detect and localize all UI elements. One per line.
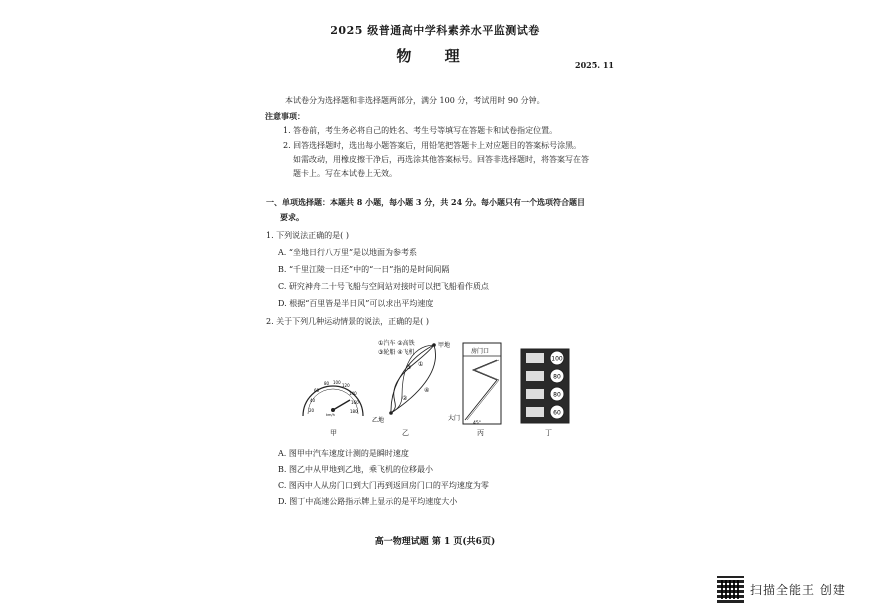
notes-heading: 注意事项： — [265, 111, 305, 121]
question-1-option-a: A. “坐地日行八万里”是以地面为参考系 — [278, 248, 418, 257]
exam-title: 2025 级普通高中学科素养水平监测试卷 — [330, 24, 540, 37]
figure-label-ding: 丁 — [545, 429, 552, 437]
highway-sign-figure — [520, 348, 570, 424]
notes-item: 题卡上。写在本试卷上无效。 — [293, 169, 397, 178]
exam-date: 2025. 11 — [575, 60, 614, 70]
speed-limit: 80 — [553, 391, 561, 399]
scanner-watermark — [717, 576, 846, 603]
intro-text: 本试卷分为选择题和非选择题两部分，满分 100 分，考试用时 90 分钟。 — [285, 96, 545, 105]
gauge-tick: 180 — [350, 409, 358, 414]
gauge-tick: 120 — [342, 383, 350, 388]
speed-unit: km/h — [326, 413, 335, 417]
figure-label-jia: 甲 — [330, 429, 337, 437]
subject-title: 物 理 — [396, 47, 474, 65]
svg-text:④: ④ — [424, 387, 430, 394]
question-2-option-b: B. 图乙中从甲地到乙地，乘飞机的位移最小 — [278, 465, 433, 474]
gauge-tick: 40 — [310, 398, 316, 403]
question-1-option-d: D. 根据“百里皆是半日风”可以求出平均速度 — [278, 299, 434, 308]
question-2-option-c: C. 图丙中人从房门口到大门再到返回房门口的平均速度为零 — [278, 481, 489, 490]
section-heading: 一、单项选择题：本题共 8 小题，每小题 3 分，共 24 分。每小题只有一个选项符合题目 — [266, 197, 585, 207]
section-heading-cont: 要求。 — [280, 212, 304, 222]
room-door-label: 房门口 — [470, 348, 490, 355]
page-footer: 高一物理试题 第 1 页(共6页) — [374, 537, 496, 547]
gauge-tick: 100 — [333, 380, 341, 385]
question-1-option-c: C. 研究神舟二十号飞船与空间站对接时可以把飞船看作质点 — [278, 282, 489, 291]
gauge-tick: 140 — [349, 391, 357, 396]
svg-text:①: ① — [418, 361, 424, 368]
gate-label: 大门 — [448, 415, 461, 422]
speed-limit: 80 — [553, 373, 561, 381]
notes-item: 2. 回答选择题时，选出每小题答案后，用铅笔把答题卡上对应题目的答案标号涂黑。 — [283, 141, 582, 150]
question-1-stem: 1. 下列说法正确的是( ) — [266, 231, 349, 240]
speed-limit: 60 — [553, 409, 561, 417]
angle-label: 45° — [473, 421, 481, 426]
question-2-option-d: D. 图丁中高速公路指示牌上显示的是平均速度大小 — [278, 497, 458, 506]
scanner-label: 扫描全能王 创建 — [750, 583, 846, 597]
speedometer-figure — [298, 372, 368, 420]
svg-text:③: ③ — [406, 364, 412, 371]
end-location: 乙地 — [372, 417, 385, 424]
gauge-tick: 80 — [324, 381, 330, 386]
gauge-tick: 60 — [314, 388, 320, 393]
svg-text:②: ② — [402, 395, 408, 402]
question-1-option-b: B. “千里江陵一日还”中的“一日”指的是时间间隔 — [278, 265, 450, 274]
gauge-tick: 20 — [309, 408, 315, 413]
gauge-tick: 160 — [351, 400, 359, 405]
qr-code-icon — [717, 576, 744, 603]
question-2-option-a: A. 图甲中汽车速度计测的是瞬时速度 — [278, 449, 409, 458]
stairs-figure — [448, 340, 502, 426]
route-legend: ①汽车 ②高铁 — [378, 340, 415, 347]
speed-limit: 100 — [551, 355, 563, 363]
start-location: 甲地 — [438, 342, 451, 349]
figure-label-yi: 乙 — [402, 429, 409, 437]
notes-item: 如需改动，用橡皮擦干净后，再选涂其他答案标号。回答非选择题时，将答案写在答 — [293, 155, 589, 164]
question-2-stem: 2. 关于下列几种运动情景的说法，正确的是( ) — [266, 317, 429, 326]
notes-item: 1. 答卷前，考生务必将自己的姓名、考生号等填写在答题卡和试卷指定位置。 — [283, 126, 558, 135]
route-legend: ③轮船 ④飞机 — [378, 349, 415, 356]
figure-label-bing: 丙 — [477, 429, 484, 437]
